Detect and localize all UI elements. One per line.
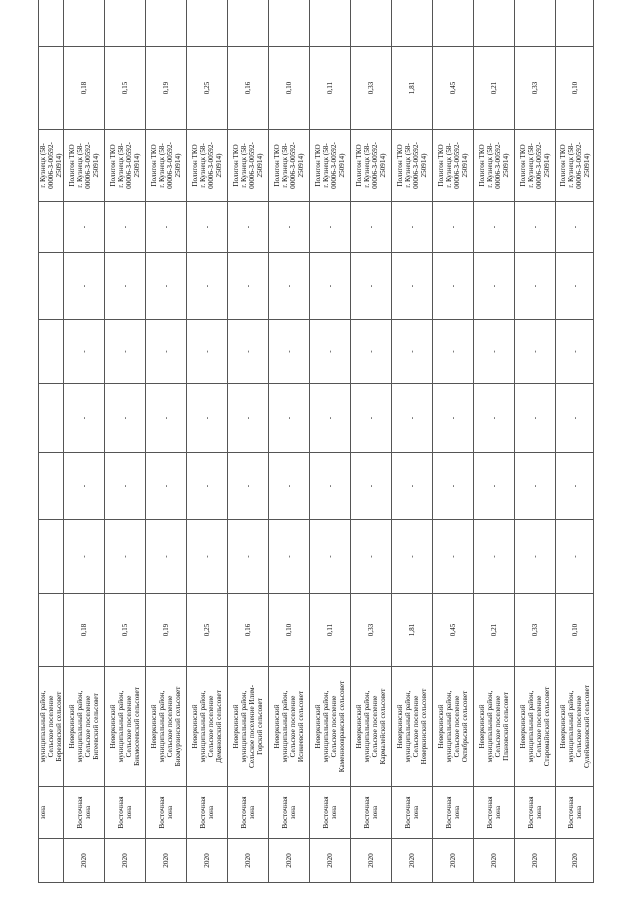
zone-cell: Восточная зона — [105, 787, 146, 839]
col8-cell: - — [474, 320, 515, 384]
col9-cell: - — [515, 253, 556, 320]
col9-cell: - — [351, 253, 392, 320]
municipality-cell: Неверкинский муниципальный район, Сельское поселение Бикмосеевский сельсовет — [105, 667, 146, 787]
year-cell: 2020 — [228, 839, 269, 883]
zone-cell: Восточная зона — [433, 787, 474, 839]
generated-volume-cell: 0,16 — [228, 594, 269, 667]
zone-cell: Восточная зона — [310, 787, 351, 839]
transported-volume-cell: 0,10 — [269, 47, 310, 130]
distance-cell — [556, 0, 594, 47]
table-row — [351, 0, 392, 883]
col10-cell: - — [433, 202, 474, 253]
col5-cell: - — [105, 520, 146, 594]
col5-cell: - — [515, 520, 556, 594]
year-cell — [39, 839, 64, 883]
col6-cell: - — [433, 453, 474, 520]
facility-cell: г. Кузнецк (58- 00006-З-00592- 250914) — [39, 130, 64, 202]
municipality-cell: Неверкинский муниципальный район, Сельское поселение Бигеевский сельсовет — [64, 667, 105, 787]
zone-cell: Восточная зона — [556, 787, 594, 839]
generated-volume-cell: 0,33 — [515, 594, 556, 667]
year-cell: 2020 — [392, 839, 433, 883]
table-row — [269, 0, 310, 883]
municipality-cell: Неверкинский муниципальный район, Сельское поселение Илим- Горский сельсовет — [228, 667, 269, 787]
col8-cell — [39, 320, 64, 384]
transported-volume-cell: 0,16 — [228, 47, 269, 130]
zone-cell: Восточная зона — [474, 787, 515, 839]
col6-cell: - — [515, 453, 556, 520]
col10-cell: - — [269, 202, 310, 253]
transported-volume-cell: 0,25 — [187, 47, 228, 130]
facility-cell: Полигон ТКО г. Кузнецк (58- 00006-З-00592- 250914) — [474, 130, 515, 202]
zone-cell: Восточная зона — [515, 787, 556, 839]
distance-cell — [310, 0, 351, 47]
col9-cell — [39, 253, 64, 320]
year-cell: 2020 — [515, 839, 556, 883]
transported-volume-cell: 0,45 — [433, 47, 474, 130]
col6-cell: - — [269, 453, 310, 520]
col5-cell: - — [228, 520, 269, 594]
transported-volume-cell: 0,18 — [64, 47, 105, 130]
municipality-cell: Неверкинский муниципальный район, Сельское поселение Сулеймановский сельсовет — [556, 667, 594, 787]
distance-cell — [228, 0, 269, 47]
distance-cell — [351, 0, 392, 47]
col8-cell: - — [556, 320, 594, 384]
col5-cell: - — [351, 520, 392, 594]
municipality-cell: Неверкинский муниципальный район, Сельское поселение Старомайнский сельсовет — [515, 667, 556, 787]
table-row — [64, 0, 105, 883]
col8-cell: - — [515, 320, 556, 384]
generated-volume-cell: 0,19 — [146, 594, 187, 667]
col8-cell: - — [146, 320, 187, 384]
generated-volume-cell: 0,11 — [310, 594, 351, 667]
transported-volume-cell: 1,81 — [392, 47, 433, 130]
distance-cell — [39, 0, 64, 47]
table-row — [433, 0, 474, 883]
col10-cell: - — [392, 202, 433, 253]
col7-cell: - — [392, 384, 433, 453]
table-row — [556, 0, 594, 883]
col5-cell: - — [187, 520, 228, 594]
col9-cell: - — [228, 253, 269, 320]
col10-cell: - — [146, 202, 187, 253]
year-cell: 2020 — [556, 839, 594, 883]
transported-volume-cell: 0,15 — [105, 47, 146, 130]
year-cell: 2020 — [64, 839, 105, 883]
distance-cell — [187, 0, 228, 47]
facility-cell: Полигон ТКО г. Кузнецк (58- 00006-З-00592- 250914) — [228, 130, 269, 202]
table-row — [105, 0, 146, 883]
year-cell: 2020 — [351, 839, 392, 883]
col9-cell: - — [433, 253, 474, 320]
col7-cell: - — [228, 384, 269, 453]
col6-cell: - — [474, 453, 515, 520]
table-body — [39, 0, 594, 883]
col6-cell: - — [105, 453, 146, 520]
transported-volume-cell: 0,10 — [556, 47, 594, 130]
distance-cell — [269, 0, 310, 47]
rotated-table-wrapper — [38, 20, 592, 883]
generated-volume-cell: 0,45 — [433, 594, 474, 667]
col6-cell: - — [351, 453, 392, 520]
generated-volume-cell: 0,25 — [187, 594, 228, 667]
col6-cell: - — [392, 453, 433, 520]
municipality-cell: Неверкинский муниципальный район, Сельское поселение Октябрьский сельсовет — [433, 667, 474, 787]
table-row — [515, 0, 556, 883]
col6-cell — [39, 453, 64, 520]
col6-cell: - — [310, 453, 351, 520]
col10-cell: - — [64, 202, 105, 253]
generated-volume-cell: 0,21 — [474, 594, 515, 667]
transported-volume-cell: 0,19 — [146, 47, 187, 130]
col10-cell: - — [228, 202, 269, 253]
distance-cell — [392, 0, 433, 47]
col6-cell: - — [187, 453, 228, 520]
col7-cell: - — [269, 384, 310, 453]
col8-cell: - — [64, 320, 105, 384]
zone-cell: Восточная зона — [64, 787, 105, 839]
municipality-cell: Неверкинский муниципальный район, Сельское поселение Плановский сельсовет — [474, 667, 515, 787]
col10-cell: - — [515, 202, 556, 253]
year-cell: 2020 — [310, 839, 351, 883]
col8-cell: - — [310, 320, 351, 384]
distance-cell — [474, 0, 515, 47]
generated-volume-cell: 0,15 — [105, 594, 146, 667]
col7-cell: - — [556, 384, 594, 453]
zone-cell: Восточная зона — [351, 787, 392, 839]
col7-cell: - — [351, 384, 392, 453]
col8-cell: - — [392, 320, 433, 384]
generated-volume-cell: 0,10 — [269, 594, 310, 667]
col5-cell: - — [392, 520, 433, 594]
year-cell: 2020 — [187, 839, 228, 883]
distance-cell — [433, 0, 474, 47]
year-cell: 2020 — [433, 839, 474, 883]
col8-cell: - — [351, 320, 392, 384]
year-cell: 2020 — [146, 839, 187, 883]
waste-flow-table — [38, 0, 594, 883]
zone-cell: Восточная зона — [392, 787, 433, 839]
zone-cell: Восточная зона — [228, 787, 269, 839]
table-row — [310, 0, 351, 883]
col8-cell: - — [187, 320, 228, 384]
year-cell: 2020 — [474, 839, 515, 883]
col6-cell: - — [556, 453, 594, 520]
zone-cell: зона — [39, 787, 64, 839]
facility-cell: Полигон ТКО г. Кузнецк (58- 00006-З-00592- 250914) — [515, 130, 556, 202]
col7-cell: - — [515, 384, 556, 453]
col6-cell: - — [64, 453, 105, 520]
col5-cell: - — [556, 520, 594, 594]
generated-volume-cell — [39, 594, 64, 667]
zone-cell: Восточная зона — [269, 787, 310, 839]
distance-cell — [105, 0, 146, 47]
facility-cell: Полигон ТКО г. Кузнецк (58- 00006-З-00592- 250914) — [64, 130, 105, 202]
zone-cell: Восточная зона — [187, 787, 228, 839]
col7-cell: - — [187, 384, 228, 453]
col9-cell: - — [474, 253, 515, 320]
municipality-cell: Неверкинский муниципальный район, Сельское поселение Исикеевский сельсовет — [269, 667, 310, 787]
table-row — [474, 0, 515, 883]
col7-cell — [39, 384, 64, 453]
table-row — [187, 0, 228, 883]
col10-cell: - — [474, 202, 515, 253]
col7-cell: - — [64, 384, 105, 453]
municipality-cell: Неверкинский муниципальный район, Сельское поселение Демяновский сельсовет — [187, 667, 228, 787]
facility-cell: Полигон ТКО г. Кузнецк (58- 00006-З-00592- 250914) — [105, 130, 146, 202]
col7-cell: - — [310, 384, 351, 453]
col10-cell: - — [187, 202, 228, 253]
table-row — [146, 0, 187, 883]
col9-cell: - — [556, 253, 594, 320]
distance-cell — [515, 0, 556, 47]
col9-cell: - — [310, 253, 351, 320]
distance-cell — [64, 0, 105, 47]
col8-cell: - — [433, 320, 474, 384]
facility-cell: Полигон ТКО г. Кузнецк (58- 00006-З-00592- 250914) — [146, 130, 187, 202]
facility-cell: Полигон ТКО г. Кузнецк (58- 00006-З-00592- 250914) — [433, 130, 474, 202]
facility-cell: Полигон ТКО г. Кузнецк (58- 00006-З-00592- 250914) — [269, 130, 310, 202]
distance-cell — [146, 0, 187, 47]
transported-volume-cell: 0,33 — [351, 47, 392, 130]
municipality-cell: Неверкинский муниципальный район, Сельское поселение Каменноовражский сельсовет — [310, 667, 351, 787]
col7-cell: - — [474, 384, 515, 453]
col10-cell — [39, 202, 64, 253]
col5-cell — [39, 520, 64, 594]
col9-cell: - — [269, 253, 310, 320]
transported-volume-cell — [39, 47, 64, 130]
table-row-partial — [39, 0, 64, 883]
col9-cell: - — [64, 253, 105, 320]
col7-cell: - — [146, 384, 187, 453]
col5-cell: - — [310, 520, 351, 594]
zone-cell: Восточная зона — [146, 787, 187, 839]
col10-cell: - — [105, 202, 146, 253]
transported-volume-cell: 0,33 — [515, 47, 556, 130]
facility-cell: Полигон ТКО г. Кузнецк (58- 00006-З-00592- 250914) — [310, 130, 351, 202]
col9-cell: - — [105, 253, 146, 320]
municipality-cell: Неверкинский муниципальный район, Сельское поселение Бикмурзинский сельсовет — [146, 667, 187, 787]
col7-cell: - — [105, 384, 146, 453]
table-row — [392, 0, 433, 883]
col9-cell: - — [392, 253, 433, 320]
year-cell: 2020 — [105, 839, 146, 883]
col10-cell: - — [556, 202, 594, 253]
transported-volume-cell: 0,11 — [310, 47, 351, 130]
facility-cell: Полигон ТКО г. Кузнецк (58- 00006-З-00592- 250914) — [392, 130, 433, 202]
transported-volume-cell: 0,21 — [474, 47, 515, 130]
col8-cell: - — [105, 320, 146, 384]
municipality-cell: Неверкинский муниципальный район, Сельское поселение Неверкинский сельсовет — [392, 667, 433, 787]
generated-volume-cell: 0,18 — [64, 594, 105, 667]
facility-cell: Полигон ТКО г. Кузнецк (58- 00006-З-00592- 250914) — [187, 130, 228, 202]
facility-cell: Полигон ТКО г. Кузнецк (58- 00006-З-00592- 250914) — [351, 130, 392, 202]
generated-volume-cell: 0,10 — [556, 594, 594, 667]
col6-cell: - — [228, 453, 269, 520]
col8-cell: - — [269, 320, 310, 384]
col5-cell: - — [146, 520, 187, 594]
col5-cell: - — [433, 520, 474, 594]
col5-cell: - — [474, 520, 515, 594]
municipality-cell: Неверкинский муниципальный район, Сельское поселение Кармалейский сельсовет — [351, 667, 392, 787]
col8-cell: - — [228, 320, 269, 384]
col10-cell: - — [351, 202, 392, 253]
col5-cell: - — [269, 520, 310, 594]
col5-cell: - — [64, 520, 105, 594]
facility-cell: Полигон ТКО г. Кузнецк (58- 00006-З-00592- 250914) — [556, 130, 594, 202]
generated-volume-cell: 1,81 — [392, 594, 433, 667]
col7-cell: - — [433, 384, 474, 453]
municipality-cell: муниципальный район, Сельское поселение Березовский сельсовет — [39, 667, 64, 787]
col9-cell: - — [146, 253, 187, 320]
col9-cell: - — [187, 253, 228, 320]
generated-volume-cell: 0,33 — [351, 594, 392, 667]
col10-cell: - — [310, 202, 351, 253]
col6-cell: - — [146, 453, 187, 520]
table-row — [228, 0, 269, 883]
year-cell: 2020 — [269, 839, 310, 883]
